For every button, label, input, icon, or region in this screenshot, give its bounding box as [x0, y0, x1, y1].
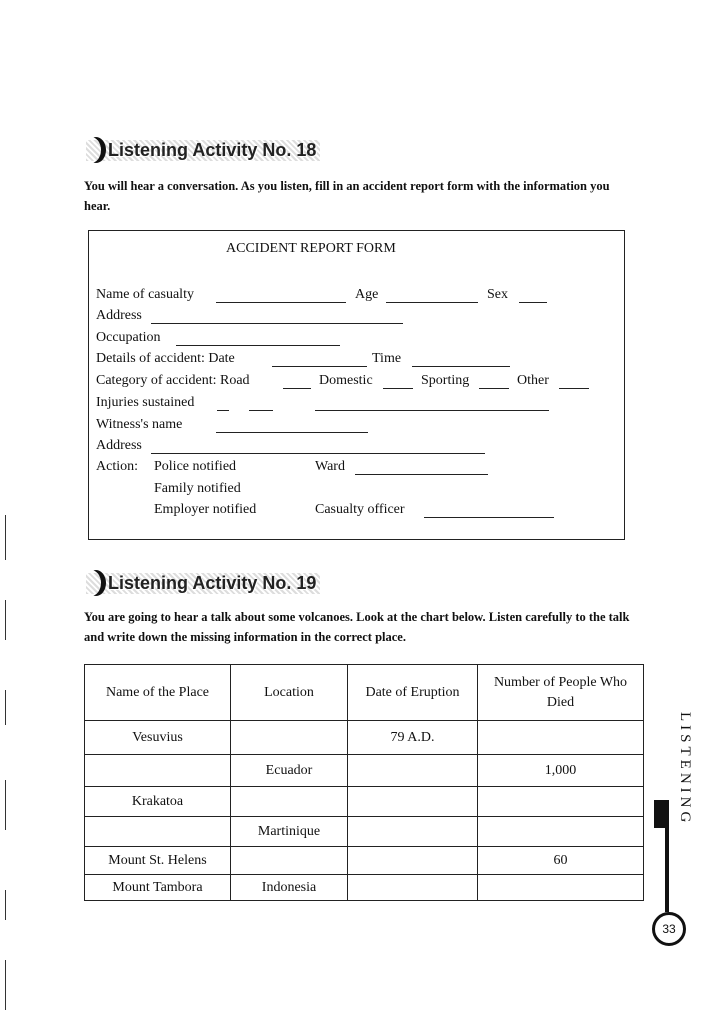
label-domestic: Domestic: [319, 373, 373, 388]
scan-edge-line: [5, 960, 6, 1010]
label-address: Address: [96, 308, 142, 323]
label-injuries: Injuries sustained: [96, 395, 195, 410]
form-title: ACCIDENT REPORT FORM: [226, 241, 396, 256]
table-row: [85, 847, 644, 875]
blank-cell[interactable]: [478, 817, 644, 847]
sex-field[interactable]: [519, 302, 547, 303]
label-name: Name of casualty: [96, 287, 194, 302]
blank-cell[interactable]: [348, 875, 478, 901]
table-cell: Krakatoa: [85, 787, 231, 817]
date-field[interactable]: [272, 366, 367, 367]
table-cell: Ecuador: [231, 755, 348, 787]
scan-edge-line: [5, 515, 6, 560]
table-cell: 79 A.D.: [348, 721, 478, 755]
ward-field[interactable]: [355, 474, 488, 475]
activity-19-instructions: You are going to hear a talk about some volcanoes. Look at the chart below. Listen carefully to the talk and write down the missing information in the correct place.: [84, 610, 630, 644]
other-field[interactable]: [559, 388, 589, 389]
road-field[interactable]: [283, 388, 311, 389]
header-location: Location: [231, 665, 348, 721]
key-shaft: [665, 800, 669, 912]
table-cell: Indonesia: [231, 875, 348, 901]
table-row: [85, 787, 644, 817]
label-family: Family notified: [154, 481, 241, 496]
injuries-field-2[interactable]: [249, 410, 273, 411]
label-category-road: Category of accident: Road: [96, 373, 250, 388]
label-action: Action:: [96, 459, 138, 474]
domestic-field[interactable]: [383, 388, 413, 389]
activity-18-title: Listening Activity No. 18: [108, 140, 317, 160]
label-age: Age: [355, 287, 379, 302]
activity-19-heading: [86, 573, 320, 594]
label-other: Other: [517, 373, 549, 388]
table-cell: 60: [478, 847, 644, 875]
crescent-icon: [86, 137, 106, 163]
table-row: [85, 817, 644, 847]
injuries-field-1[interactable]: [217, 410, 229, 411]
time-field[interactable]: [412, 366, 510, 367]
blank-cell[interactable]: [478, 787, 644, 817]
age-field[interactable]: [386, 302, 478, 303]
label-witness: Witness's name: [96, 417, 183, 432]
blank-cell[interactable]: [348, 817, 478, 847]
sporting-field[interactable]: [479, 388, 509, 389]
label-sex: Sex: [487, 287, 508, 302]
label-witness-address: Address: [96, 438, 142, 453]
injuries-field-3[interactable]: [315, 410, 549, 411]
label-officer: Casualty officer: [315, 502, 405, 517]
blank-cell[interactable]: [348, 847, 478, 875]
label-date: Details of accident: Date: [96, 351, 235, 366]
label-sporting: Sporting: [421, 373, 470, 388]
blank-cell[interactable]: [231, 721, 348, 755]
witness-address-field[interactable]: [151, 453, 485, 454]
header-place: Name of the Place: [85, 665, 231, 721]
officer-field[interactable]: [424, 517, 554, 518]
scan-edge-line: [5, 690, 6, 725]
label-police: Police notified: [154, 459, 237, 474]
label-occupation: Occupation: [96, 330, 161, 345]
scan-edge-line: [5, 890, 6, 920]
scan-edge-line: [5, 600, 6, 640]
accident-report-form: [88, 230, 625, 540]
label-employer: Employer notified: [154, 502, 257, 517]
blank-cell[interactable]: [231, 787, 348, 817]
page-number: 33: [652, 912, 686, 946]
label-ward: Ward: [315, 459, 345, 474]
table-row: [85, 721, 644, 755]
name-field[interactable]: [216, 302, 346, 303]
activity-18-instructions: You will hear a conversation. As you listen, fill in an accident report form with the information you hear.: [84, 179, 610, 213]
label-time: Time: [372, 351, 402, 366]
occupation-field[interactable]: [176, 345, 340, 346]
blank-cell[interactable]: [348, 755, 478, 787]
table-cell: Mount St. Helens: [85, 847, 231, 875]
header-deaths: Number of People Who Died: [478, 665, 644, 721]
blank-cell[interactable]: [85, 817, 231, 847]
scan-edge-line: [5, 780, 6, 830]
blank-cell[interactable]: [478, 875, 644, 901]
volcano-table: [84, 664, 644, 901]
blank-cell[interactable]: [478, 721, 644, 755]
address-field[interactable]: [151, 323, 403, 324]
table-row: [85, 875, 644, 901]
blank-cell[interactable]: [231, 847, 348, 875]
header-date: Date of Eruption: [348, 665, 478, 721]
witness-field[interactable]: [216, 432, 368, 433]
crescent-icon: [86, 570, 106, 596]
table-cell: Mount Tambora: [85, 875, 231, 901]
blank-cell[interactable]: [85, 755, 231, 787]
activity-18-heading: [86, 140, 320, 161]
section-label: LISTENING: [677, 712, 693, 827]
table-cell: 1,000: [478, 755, 644, 787]
activity-19-title: Listening Activity No. 19: [108, 573, 317, 593]
blank-cell[interactable]: [348, 787, 478, 817]
table-row: [85, 755, 644, 787]
table-cell: Martinique: [231, 817, 348, 847]
table-cell: Vesuvius: [85, 721, 231, 755]
